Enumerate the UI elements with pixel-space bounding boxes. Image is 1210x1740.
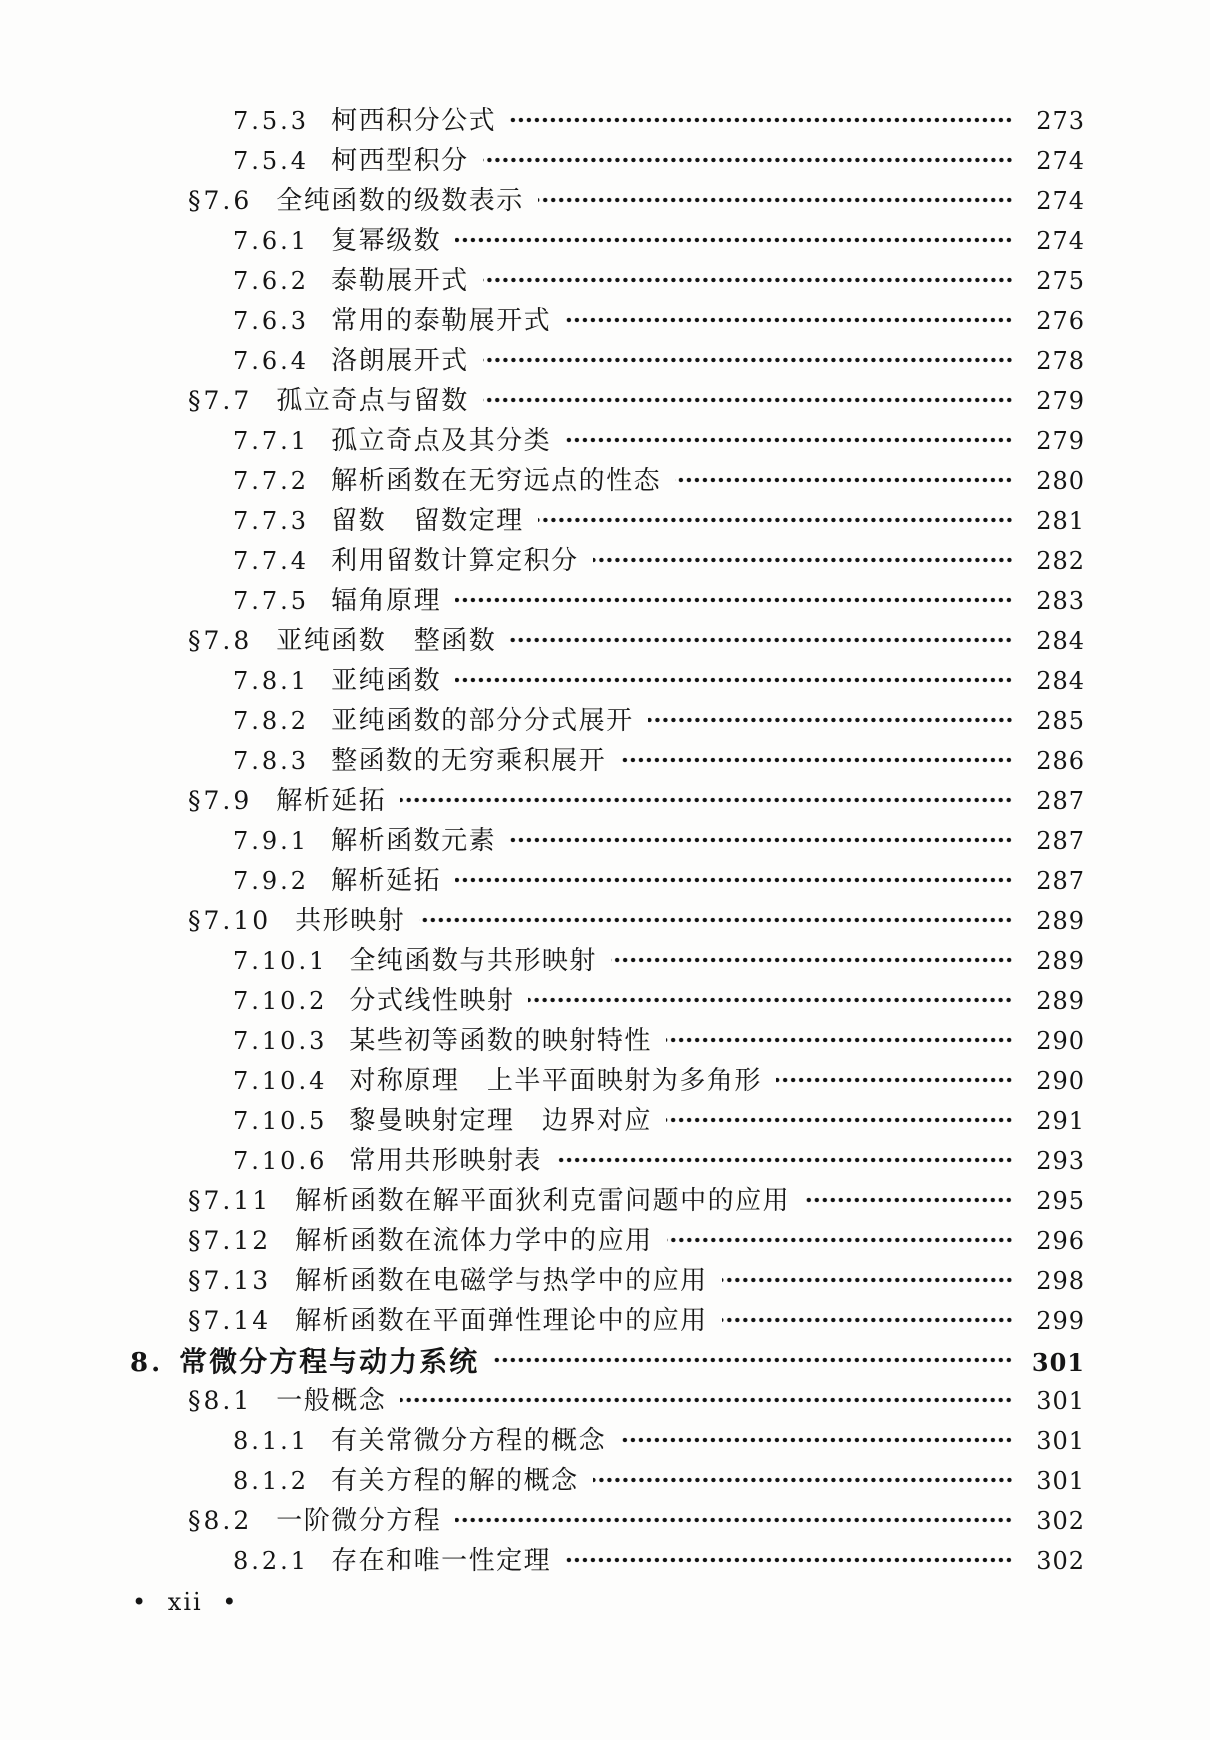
- dot-leader: [528, 996, 1013, 1004]
- toc-entry: [0, 1300, 1210, 1340]
- toc-entry-title: 解析延拓: [276, 786, 387, 816]
- dot-leader: [493, 1356, 1013, 1364]
- toc-entry-page: 302: [1036, 1507, 1085, 1535]
- toc-entry-page: 281: [1036, 507, 1085, 535]
- toc-entry-number: 7.9.2: [233, 867, 310, 895]
- toc-entry: [0, 740, 1210, 780]
- toc-entry-title: 解析函数在无穷远点的性态: [331, 466, 662, 496]
- toc-entry-title: 分式线性映射: [349, 986, 515, 1016]
- toc-entry: [0, 1380, 1210, 1420]
- toc-entry-page: 302: [1036, 1547, 1085, 1575]
- toc-entry-title: 有关常微分方程的概念: [331, 1426, 607, 1456]
- toc-entry-title: 解析函数在电磁学与热学中的应用: [295, 1266, 708, 1296]
- toc-entry-number: §7.13: [188, 1266, 272, 1295]
- toc-entry-title: 常用共形映射表: [349, 1146, 542, 1176]
- dot-leader: [804, 1196, 1013, 1204]
- toc-entry-title: 留数 留数定理: [331, 506, 524, 536]
- toc-entry-title: 柯西积分公式: [331, 106, 497, 136]
- toc-entry-number: 7.7.5: [233, 587, 310, 615]
- table-of-contents: [0, 100, 1210, 1580]
- toc-entry: [0, 580, 1210, 620]
- toc-entry-page: 293: [1036, 1147, 1085, 1175]
- dot-leader: [538, 516, 1013, 524]
- toc-entry-number: 7.8.1: [233, 667, 310, 695]
- dot-leader: [667, 1236, 1013, 1244]
- toc-entry-page: 276: [1036, 307, 1085, 335]
- toc-entry: [0, 500, 1210, 540]
- toc-entry-number: 7.5.4: [233, 147, 310, 175]
- toc-entry: [0, 1020, 1210, 1060]
- toc-entry-page: 296: [1036, 1227, 1085, 1255]
- dot-leader: [455, 596, 1013, 604]
- toc-entry: [0, 540, 1210, 580]
- toc-entry-number: 7.7.1: [233, 427, 310, 455]
- toc-entry: [0, 1140, 1210, 1180]
- toc-entry-page: 286: [1036, 747, 1085, 775]
- dot-leader: [666, 1116, 1013, 1124]
- dot-leader: [483, 396, 1013, 404]
- toc-entry: [0, 860, 1210, 900]
- toc-entry-title: 孤立奇点及其分类: [331, 426, 552, 456]
- toc-entry: [0, 1420, 1210, 1460]
- toc-entry-number: 7.6.2: [233, 267, 310, 295]
- toc-entry: [0, 260, 1210, 300]
- toc-entry-page: 301: [1036, 1427, 1085, 1455]
- toc-entry-number: §7.14: [188, 1306, 272, 1335]
- toc-entry-number: 7.10.3: [233, 1027, 328, 1055]
- toc-entry-number: 7.7.4: [233, 547, 310, 575]
- toc-entry-number: 8.2.1: [233, 1547, 310, 1575]
- toc-entry-page: 274: [1036, 147, 1085, 175]
- toc-entry-number: 7.6.4: [233, 347, 310, 375]
- toc-entry: [0, 1500, 1210, 1540]
- dot-leader: [611, 956, 1013, 964]
- toc-entry-title: 亚纯函数 整函数: [276, 626, 497, 656]
- toc-entry: [0, 1060, 1210, 1100]
- toc-entry: [0, 1460, 1210, 1500]
- toc-entry-page: 301: [1036, 1467, 1085, 1495]
- page-number-footer: • xii •: [132, 1588, 239, 1616]
- toc-entry-page: 290: [1036, 1027, 1085, 1055]
- toc-entry-title: 解析函数元素: [331, 826, 497, 856]
- dot-leader: [620, 756, 1013, 764]
- dot-leader: [510, 636, 1013, 644]
- toc-entry-title: 泰勒展开式: [331, 266, 469, 296]
- dot-leader: [455, 236, 1013, 244]
- dot-leader: [455, 676, 1013, 684]
- dot-leader: [620, 1436, 1013, 1444]
- toc-entry-title: 解析延拓: [331, 866, 442, 896]
- toc-entry-page: 289: [1036, 907, 1085, 935]
- toc-entry-title: 柯西型积分: [331, 146, 469, 176]
- toc-entry-page: 282: [1036, 547, 1085, 575]
- dot-leader: [483, 356, 1013, 364]
- toc-entry: [0, 940, 1210, 980]
- toc-entry: [0, 140, 1210, 180]
- toc-entry-number: 8.: [130, 1348, 164, 1378]
- dot-leader: [593, 556, 1013, 564]
- toc-entry-number: §7.7: [188, 386, 253, 415]
- dot-leader: [556, 1156, 1013, 1164]
- dot-leader: [666, 1036, 1013, 1044]
- toc-entry-page: 289: [1036, 947, 1085, 975]
- toc-entry-number: 7.6.1: [233, 227, 310, 255]
- toc-entry: [0, 1180, 1210, 1220]
- toc-entry-number: 7.6.3: [233, 307, 310, 335]
- dot-leader: [400, 1396, 1013, 1404]
- dot-leader: [419, 916, 1013, 924]
- dot-leader: [455, 1516, 1013, 1524]
- toc-entry-title: 有关方程的解的概念: [331, 1466, 579, 1496]
- toc-entry-page: 287: [1036, 867, 1085, 895]
- toc-entry-page: 285: [1036, 707, 1085, 735]
- toc-entry-number: 7.5.3: [233, 107, 310, 135]
- toc-entry-page: 283: [1036, 587, 1085, 615]
- toc-entry-number: 7.7.2: [233, 467, 310, 495]
- dot-leader: [510, 116, 1013, 124]
- toc-entry-title: 黎曼映射定理 边界对应: [349, 1106, 652, 1136]
- dot-leader: [483, 156, 1013, 164]
- toc-entry: [0, 380, 1210, 420]
- toc-entry: [0, 1100, 1210, 1140]
- toc-entry-title: 常用的泰勒展开式: [331, 306, 552, 336]
- toc-entry-title: 亚纯函数: [331, 666, 442, 696]
- toc-entry-number: 7.10.1: [233, 947, 328, 975]
- toc-entry-page: 295: [1036, 1187, 1085, 1215]
- toc-entry-title: 解析函数在解平面狄利克雷问题中的应用: [295, 1186, 791, 1216]
- toc-entry: [0, 660, 1210, 700]
- toc-entry: [0, 700, 1210, 740]
- toc-entry-page: 298: [1036, 1267, 1085, 1295]
- toc-entry-number: 7.10.4: [233, 1067, 328, 1095]
- toc-entry-page: 284: [1036, 667, 1085, 695]
- toc-entry-page: 290: [1036, 1067, 1085, 1095]
- toc-entry-title: 利用留数计算定积分: [331, 546, 579, 576]
- toc-entry: [0, 1260, 1210, 1300]
- toc-entry-title: 辐角原理: [331, 586, 442, 616]
- toc-entry: [0, 300, 1210, 340]
- toc-entry: [0, 340, 1210, 380]
- toc-entry-number: 7.10.2: [233, 987, 328, 1015]
- toc-entry-page: 299: [1036, 1307, 1085, 1335]
- toc-entry-page: 273: [1036, 107, 1085, 135]
- toc-entry-page: 284: [1036, 627, 1085, 655]
- toc-entry-title: 整函数的无穷乘积展开: [331, 746, 607, 776]
- toc-entry-number: 8.1.1: [233, 1427, 310, 1455]
- toc-entry: [0, 620, 1210, 660]
- toc-entry-number: §7.6: [188, 186, 253, 215]
- dot-leader: [483, 276, 1013, 284]
- toc-entry-number: §7.9: [188, 786, 253, 815]
- toc-entry-title: 一般概念: [276, 1386, 387, 1416]
- toc-entry-title: 全纯函数与共形映射: [349, 946, 597, 976]
- toc-entry-title: 复幂级数: [331, 226, 442, 256]
- toc-entry-number: §7.11: [188, 1186, 272, 1215]
- dot-leader: [510, 836, 1013, 844]
- toc-entry-title: 孤立奇点与留数: [276, 386, 469, 416]
- toc-entry-title: 洛朗展开式: [331, 346, 469, 376]
- toc-entry-page: 280: [1036, 467, 1085, 495]
- toc-entry: [0, 420, 1210, 460]
- dot-leader: [648, 716, 1013, 724]
- toc-entry: [0, 220, 1210, 260]
- toc-entry-number: §7.12: [188, 1226, 272, 1255]
- dot-leader: [565, 1556, 1013, 1564]
- toc-entry-number: 7.8.3: [233, 747, 310, 775]
- toc-entry: [0, 820, 1210, 860]
- toc-entry-title: 共形映射: [295, 906, 406, 936]
- dot-leader: [776, 1076, 1013, 1084]
- dot-leader: [593, 1476, 1013, 1484]
- toc-entry-title: 常微分方程与动力系统: [179, 1345, 480, 1378]
- toc-entry-page: 301: [1036, 1387, 1085, 1415]
- toc-entry-number: 7.9.1: [233, 827, 310, 855]
- dot-leader: [400, 796, 1013, 804]
- dot-leader: [565, 316, 1013, 324]
- toc-entry: [0, 100, 1210, 140]
- toc-entry-title: 存在和唯一性定理: [331, 1546, 552, 1576]
- toc-entry-title: 一阶微分方程: [276, 1506, 442, 1536]
- toc-entry-title: 某些初等函数的映射特性: [349, 1026, 652, 1056]
- toc-entry-page: 291: [1036, 1107, 1085, 1135]
- toc-entry-title: 全纯函数的级数表示: [276, 186, 524, 216]
- dot-leader: [722, 1276, 1013, 1284]
- dot-leader: [675, 476, 1013, 484]
- toc-entry-page: 279: [1036, 387, 1085, 415]
- toc-entry-number: 8.1.2: [233, 1467, 310, 1495]
- toc-entry-page: 287: [1036, 787, 1085, 815]
- toc-entry: [0, 1540, 1210, 1580]
- toc-entry: [0, 180, 1210, 220]
- toc-entry-number: 7.7.3: [233, 507, 310, 535]
- toc-entry-title: 解析函数在流体力学中的应用: [295, 1226, 653, 1256]
- toc-entry-number: 7.10.5: [233, 1107, 328, 1135]
- toc-entry: [0, 980, 1210, 1020]
- toc-entry-number: 7.10.6: [233, 1147, 328, 1175]
- toc-entry-page: 278: [1036, 347, 1085, 375]
- dot-leader: [455, 876, 1013, 884]
- toc-entry-number: §7.10: [188, 906, 272, 935]
- toc-entry: [0, 1220, 1210, 1260]
- toc-entry-number: 7.8.2: [233, 707, 310, 735]
- toc-entry-page: 274: [1036, 187, 1085, 215]
- toc-entry-page: 301: [1031, 1348, 1085, 1377]
- toc-entry: [0, 460, 1210, 500]
- toc-entry-title: 解析函数在平面弹性理论中的应用: [295, 1306, 708, 1336]
- toc-entry-page: 289: [1036, 987, 1085, 1015]
- toc-entry: [0, 780, 1210, 820]
- toc-entry-page: 279: [1036, 427, 1085, 455]
- dot-leader: [538, 196, 1013, 204]
- toc-entry: [0, 900, 1210, 940]
- toc-entry-title: 对称原理 上半平面映射为多角形: [349, 1066, 762, 1096]
- toc-entry-page: 275: [1036, 267, 1085, 295]
- toc-entry-title: 亚纯函数的部分分式展开: [331, 706, 634, 736]
- dot-leader: [722, 1316, 1013, 1324]
- toc-entry-number: §8.1: [188, 1386, 253, 1415]
- toc-entry-number: §7.8: [188, 626, 253, 655]
- dot-leader: [565, 436, 1013, 444]
- toc-entry: [0, 1340, 1210, 1380]
- toc-entry-page: 274: [1036, 227, 1085, 255]
- toc-entry-page: 287: [1036, 827, 1085, 855]
- toc-entry-number: §8.2: [188, 1506, 253, 1535]
